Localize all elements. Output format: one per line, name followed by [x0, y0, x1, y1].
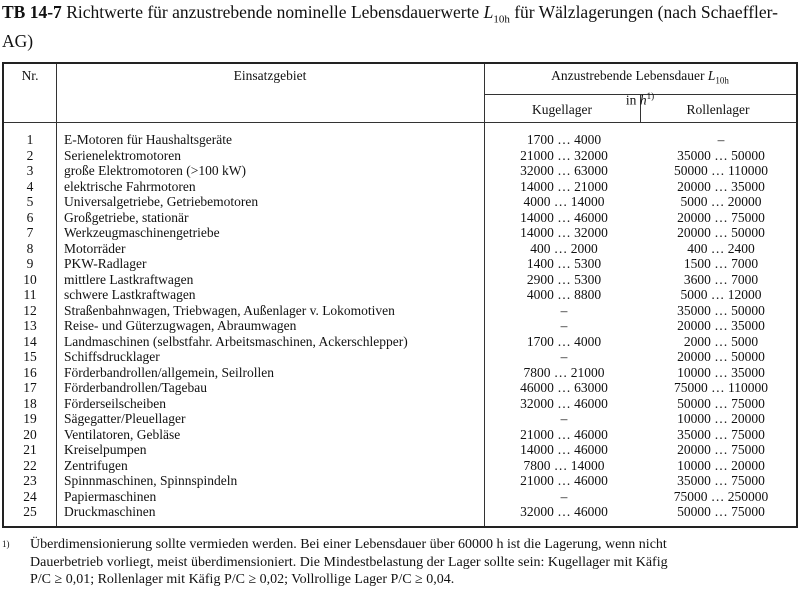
- cell-rollenlager: 50000 … 110000: [674, 163, 768, 178]
- cell-rollenlager: 5000 … 20000: [680, 194, 762, 209]
- cell-einsatzgebiet: Großgetriebe, stationär: [64, 209, 189, 225]
- cell-einsatzgebiet: Zentrifugen: [64, 457, 128, 473]
- cell-kugellager: 21000 … 32000: [520, 147, 608, 163]
- cell-rollenlager: 20000 … 75000: [677, 442, 765, 457]
- cell-nr: 25: [23, 504, 37, 519]
- cell-nr: 2: [26, 147, 34, 163]
- header-group-unit-prefix: in: [625, 92, 637, 108]
- cell-rollenlager: 5000 … 12000: [680, 287, 762, 302]
- cell-rollenlager: 400 … 2400: [687, 240, 755, 256]
- cell-kugellager: 14000 … 46000: [520, 209, 608, 225]
- cell-nr: 14: [23, 333, 37, 349]
- table-row: [4, 225, 796, 241]
- cell-nr: 7: [26, 225, 34, 240]
- cell-einsatzgebiet: große Elektromotoren (>100 kW): [64, 163, 246, 178]
- table-row: [4, 349, 796, 365]
- cell-einsatzgebiet: Druckmaschinen: [64, 504, 156, 519]
- cell-kugellager: 2900 … 5300: [526, 271, 602, 287]
- cell-nr: 11: [23, 287, 37, 302]
- cell-nr: 8: [26, 240, 34, 256]
- header-group-text: Anzustrebende Lebensdauer: [551, 68, 705, 83]
- cell-einsatzgebiet: Universalgetriebe, Getriebemotoren: [64, 194, 259, 209]
- header-einsatzgebiet: Einsatzgebiet: [233, 68, 307, 83]
- header-rollenlager: Rollenlager: [686, 102, 750, 117]
- header-bottom-line: [4, 122, 796, 123]
- table-row: [4, 272, 796, 288]
- cell-kugellager: 4000 … 14000: [523, 194, 605, 209]
- table-row: [4, 489, 796, 505]
- cell-nr: 17: [23, 380, 37, 395]
- cell-rollenlager: 1500 … 7000: [683, 256, 759, 271]
- lifetime-table: [2, 62, 798, 528]
- cell-kugellager: 14000 … 21000: [520, 178, 608, 194]
- cell-rollenlager: 20000 … 75000: [677, 209, 765, 225]
- table-row: [4, 427, 796, 443]
- cell-kugellager: –: [560, 411, 568, 426]
- cell-kugellager: 7800 … 21000: [523, 364, 605, 380]
- cell-kugellager: 32000 … 46000: [520, 504, 608, 519]
- header-group-footnote-mark: 1): [646, 90, 655, 101]
- cell-einsatzgebiet: Förderbandrollen/Tagebau: [64, 380, 208, 395]
- cell-nr: 19: [23, 411, 37, 426]
- cell-rollenlager: 10000 … 35000: [677, 364, 765, 380]
- table-row: [4, 179, 796, 195]
- cell-nr: 4: [26, 178, 34, 194]
- header-nr: Nr.: [21, 68, 39, 83]
- header-kugellager: Kugellager: [532, 102, 592, 117]
- footnote-text: [30, 536, 798, 589]
- table-title: [2, 2, 798, 52]
- cell-rollenlager: 35000 … 75000: [677, 426, 765, 442]
- cell-kugellager: 400 … 2000: [530, 240, 598, 256]
- cell-einsatzgebiet: Ventilatoren, Gebläse: [64, 426, 181, 442]
- cell-nr: 18: [23, 395, 37, 411]
- cell-kugellager: –: [560, 318, 568, 333]
- cell-einsatzgebiet: Förderbandrollen/allgemein, Seilrollen: [64, 364, 274, 380]
- cell-rollenlager: 75000 … 250000: [673, 488, 769, 504]
- cell-rollenlager: 20000 … 35000: [677, 318, 765, 333]
- cell-nr: 1: [26, 132, 34, 147]
- footnote-line-1: Überdimensionierung sollte vermieden werden. Bei einer Lebensdauer über 60000 h ist die Lagerung, wenn nicht: [30, 537, 667, 552]
- table-row: [4, 396, 796, 412]
- cell-einsatzgebiet: elektrische Fahrmotoren: [64, 178, 196, 194]
- table-row: [4, 334, 796, 350]
- cell-nr: 5: [26, 194, 34, 209]
- cell-kugellager: 4000 … 8800: [526, 287, 602, 302]
- cell-einsatzgebiet: Werkzeugmaschinengetriebe: [64, 225, 220, 240]
- cell-rollenlager: 3600 … 7000: [683, 271, 759, 287]
- cell-einsatzgebiet: Serienelektromotoren: [64, 147, 181, 163]
- cell-nr: 12: [23, 302, 37, 318]
- cell-kugellager: 14000 … 46000: [520, 442, 608, 457]
- cell-nr: 23: [23, 473, 37, 488]
- table-row: [4, 365, 796, 381]
- cell-kugellager: –: [560, 302, 568, 318]
- table-row: [4, 303, 796, 319]
- cell-rollenlager: –: [717, 132, 725, 147]
- cell-rollenlager: 10000 … 20000: [677, 411, 765, 426]
- cell-nr: 15: [23, 349, 37, 364]
- cell-nr: 9: [26, 256, 34, 271]
- cell-kugellager: 32000 … 63000: [520, 163, 608, 178]
- cell-rollenlager: 50000 … 75000: [677, 504, 765, 519]
- table-row: [4, 194, 796, 210]
- cell-nr: 20: [23, 426, 37, 442]
- table-row: [4, 148, 796, 164]
- table-row: [4, 256, 796, 272]
- header-group-symbol: L: [707, 68, 716, 83]
- cell-rollenlager: 35000 … 50000: [677, 302, 765, 318]
- cell-einsatzgebiet: Sägegatter/Pleuellager: [64, 411, 186, 426]
- cell-einsatzgebiet: schwere Lastkraftwagen: [64, 287, 196, 302]
- table-row: [4, 210, 796, 226]
- table-row: [4, 241, 796, 257]
- cell-kugellager: –: [560, 349, 568, 364]
- cell-einsatzgebiet: Straßenbahnwagen, Triebwagen, Außenlager v. Lokomotiven: [64, 302, 395, 318]
- cell-nr: 10: [23, 271, 37, 287]
- cell-rollenlager: 20000 … 50000: [677, 349, 765, 364]
- table-label: TB 14-7: [2, 2, 62, 22]
- cell-kugellager: 7800 … 14000: [523, 457, 605, 473]
- table-row: [4, 411, 796, 427]
- cell-rollenlager: 35000 … 50000: [677, 147, 765, 163]
- table-row: [4, 287, 796, 303]
- cell-einsatzgebiet: Förderseilscheiben: [64, 395, 166, 411]
- cell-nr: 24: [23, 488, 37, 504]
- table-row: [4, 504, 796, 520]
- cell-einsatzgebiet: mittlere Lastkraftwagen: [64, 271, 194, 287]
- title-symbol: L: [483, 2, 494, 22]
- cell-rollenlager: 75000 … 110000: [674, 380, 768, 395]
- cell-einsatzgebiet: Reise- und Güterzugwagen, Abraumwagen: [64, 318, 297, 333]
- cell-einsatzgebiet: Papiermaschinen: [64, 488, 157, 504]
- cell-nr: 16: [23, 364, 37, 380]
- cell-einsatzgebiet: Schiffsdrucklager: [64, 349, 160, 364]
- cell-kugellager: 1700 … 4000: [526, 333, 602, 349]
- footnote-mark: 1): [2, 539, 10, 549]
- cell-nr: 22: [23, 457, 37, 473]
- cell-einsatzgebiet: Kreiselpumpen: [64, 442, 147, 457]
- cell-rollenlager: 35000 … 75000: [677, 473, 765, 488]
- cell-kugellager: 46000 … 63000: [520, 380, 608, 395]
- cell-einsatzgebiet: Spinnmaschinen, Spinnspindeln: [64, 473, 238, 488]
- cell-einsatzgebiet: E-Motoren für Haushaltsgeräte: [64, 132, 232, 147]
- cell-rollenlager: 20000 … 50000: [677, 225, 765, 240]
- cell-nr: 6: [26, 209, 34, 225]
- table-row: [4, 163, 796, 179]
- table-row: [4, 132, 796, 148]
- table-row: [4, 318, 796, 334]
- cell-nr: 3: [26, 163, 34, 178]
- cell-rollenlager: 50000 … 75000: [677, 395, 765, 411]
- cell-rollenlager: 10000 … 20000: [677, 457, 765, 473]
- title-text-before: Richtwerte für anzustrebende nominelle Lebensdauerwerte: [66, 2, 480, 22]
- cell-kugellager: –: [560, 488, 568, 504]
- cell-einsatzgebiet: PKW-Radlager: [64, 256, 147, 271]
- cell-kugellager: 32000 … 46000: [520, 395, 608, 411]
- table-body: [4, 132, 796, 520]
- title-symbol-sub: 10h: [493, 13, 510, 26]
- footnote-line-2: Dauerbetrieb vorliegt, meist überdimensioniert. Die Mindestbelastung der Lager sollte sein: Kugellager mit Käfig: [30, 554, 668, 570]
- header-group-symbol-sub: 10h: [715, 75, 729, 86]
- cell-kugellager: 21000 … 46000: [520, 473, 608, 488]
- cell-nr: 21: [23, 442, 37, 457]
- cell-einsatzgebiet: Landmaschinen (selbstfahr. Arbeitsmaschinen, Ackerschlepper): [64, 333, 408, 349]
- cell-kugellager: 1700 … 4000: [526, 132, 602, 147]
- cell-kugellager: 1400 … 5300: [526, 256, 602, 271]
- footnote-line-3: P/C ≥ 0,01; Rollenlager mit Käfig P/C ≥ 0,02; Vollrollige Lager P/C ≥ 0,04.: [30, 572, 455, 587]
- cell-kugellager: 14000 … 32000: [520, 225, 608, 240]
- table-row: [4, 380, 796, 396]
- title-text-after: für Wälzlagerungen (nach Schaeffler-AG): [2, 2, 778, 51]
- header-group-unit: h: [639, 92, 647, 108]
- table-row: [4, 473, 796, 489]
- cell-rollenlager: 2000 … 5000: [683, 333, 759, 349]
- footnote: [2, 536, 798, 587]
- cell-einsatzgebiet: Motorräder: [64, 240, 126, 256]
- table-row: [4, 458, 796, 474]
- cell-rollenlager: 20000 … 35000: [677, 178, 765, 194]
- cell-nr: 13: [23, 318, 37, 333]
- table-row: [4, 442, 796, 458]
- cell-kugellager: 21000 … 46000: [520, 426, 608, 442]
